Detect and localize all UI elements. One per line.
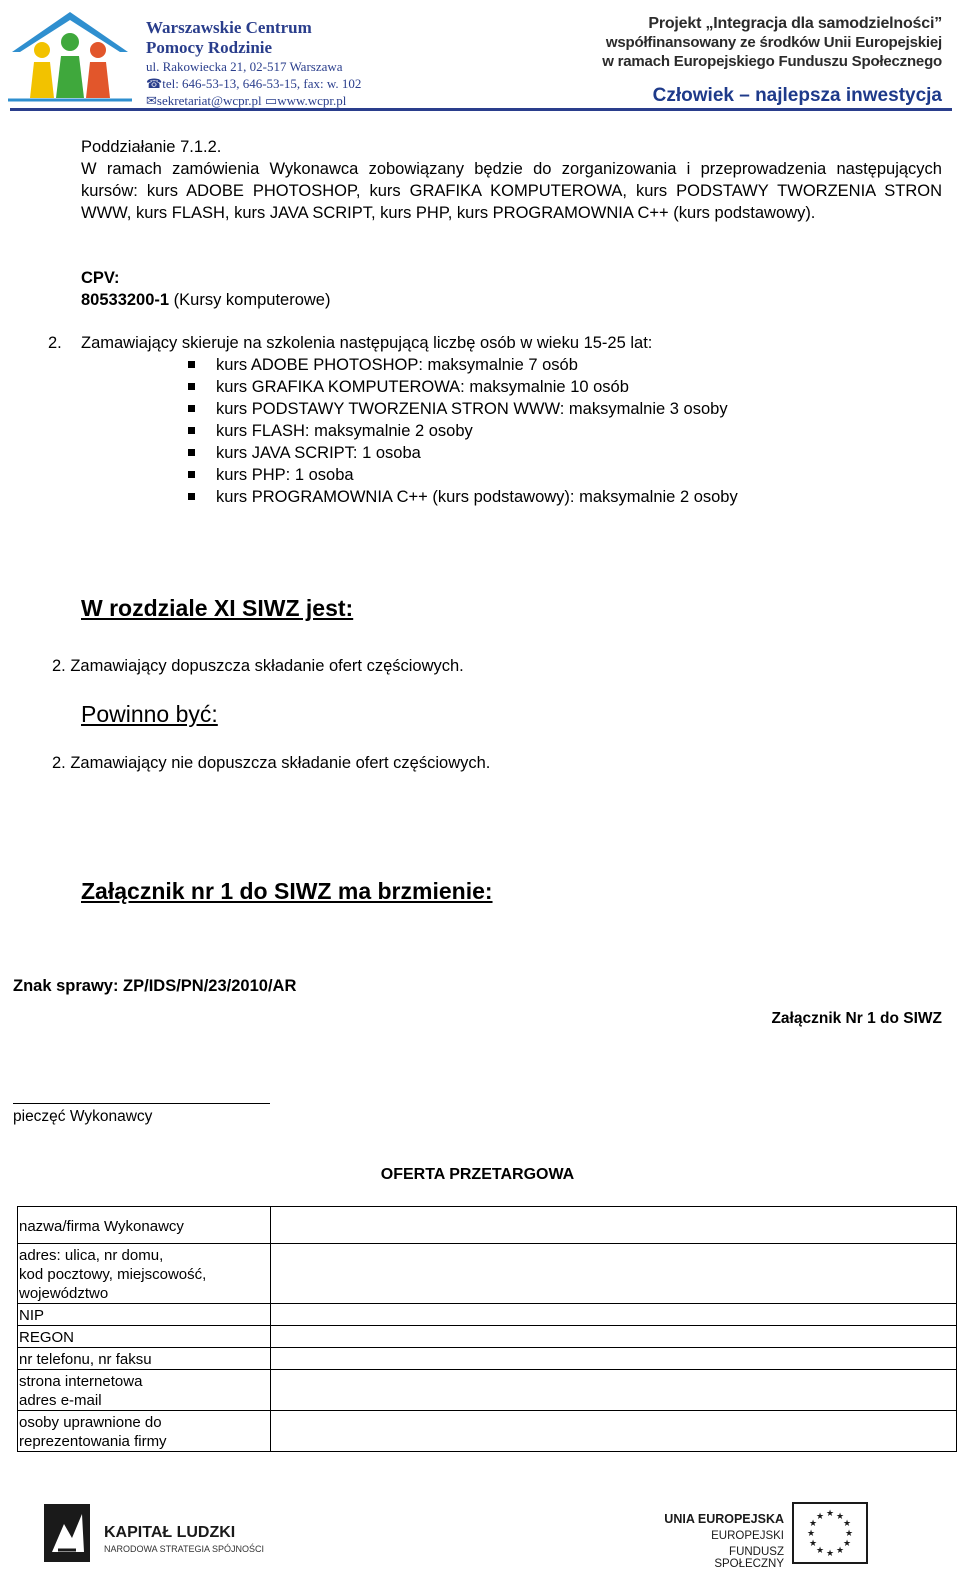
table-cell-label: nazwa/firma Wykonawcy bbox=[18, 1207, 271, 1244]
table-cell-label: strona internetowa adres e-mail bbox=[18, 1370, 271, 1411]
eu-line1: UNIA EUROPEJSKA bbox=[664, 1512, 784, 1526]
offer-title: OFERTA PRZETARGOWA bbox=[380, 1166, 575, 1183]
cpv-row bbox=[81, 289, 330, 311]
page-header bbox=[0, 0, 960, 112]
kapital-ludzki-title: KAPITAŁ LUDZKI bbox=[104, 1524, 236, 1541]
project-line2: współfinansowany ze środków Unii Europejskiej bbox=[605, 34, 942, 51]
table-cell-value[interactable] bbox=[271, 1304, 957, 1326]
svg-text:★: ★ bbox=[844, 1529, 854, 1539]
svg-text:★: ★ bbox=[808, 1539, 818, 1549]
contractor-data-table bbox=[17, 1206, 957, 1452]
list-item: kurs PHP: 1 osoba bbox=[188, 464, 738, 486]
table-row bbox=[18, 1304, 957, 1326]
org-email[interactable]: sekretariat@wcpr.pl bbox=[156, 93, 262, 108]
heading-annex: Załącznik nr 1 do SIWZ ma brzmienie: bbox=[81, 878, 493, 904]
table-row bbox=[18, 1411, 957, 1452]
table-cell-value[interactable] bbox=[271, 1207, 957, 1244]
case-number: Znak sprawy: ZP/IDS/PN/23/2010/AR bbox=[13, 977, 297, 995]
svg-text:★: ★ bbox=[815, 1546, 825, 1556]
eu-efs-logo bbox=[660, 1500, 950, 1570]
point2-number: 2. bbox=[48, 334, 62, 352]
org-contact-row bbox=[146, 92, 361, 109]
slogan: Człowiek – najlepsza inwestycja bbox=[652, 85, 942, 106]
stamp-line bbox=[13, 1103, 270, 1104]
org-phone-row bbox=[146, 75, 361, 92]
table-row bbox=[18, 1326, 957, 1348]
cpv-label: CPV: bbox=[81, 269, 120, 287]
table-cell-label: NIP bbox=[18, 1304, 271, 1326]
heading-is: W rozdziale XI SIWZ jest: bbox=[81, 595, 354, 621]
bullet-square-icon bbox=[188, 405, 195, 412]
project-line3: w ramach Europejskiego Funduszu Społecznego bbox=[602, 53, 942, 70]
course-list bbox=[188, 354, 738, 508]
org-name-line1: Warszawskie Centrum bbox=[146, 18, 312, 37]
list-item: kurs ADOBE PHOTOSHOP: maksymalnie 7 osób bbox=[188, 354, 738, 376]
bullet-square-icon bbox=[188, 449, 195, 456]
bullet-square-icon bbox=[188, 427, 195, 434]
svg-text:★: ★ bbox=[835, 1546, 845, 1556]
table-cell-value[interactable] bbox=[271, 1244, 957, 1304]
annex-label: Załącznik Nr 1 do SIWZ bbox=[771, 1010, 942, 1027]
header-divider bbox=[10, 108, 952, 111]
bullet-square-icon bbox=[188, 383, 195, 390]
table-row bbox=[18, 1244, 957, 1304]
is-text: 2. Zamawiający dopuszcza składanie ofert częściowych. bbox=[52, 657, 464, 675]
svg-text:★: ★ bbox=[806, 1529, 816, 1539]
table-cell-label: osoby uprawnione do reprezentowania firmy bbox=[18, 1411, 271, 1452]
org-address: ul. Rakowiecka 21, 02-517 Warszawa bbox=[146, 59, 343, 74]
svg-text:★: ★ bbox=[808, 1519, 818, 1529]
table-cell-value[interactable] bbox=[271, 1348, 957, 1370]
list-item: kurs JAVA SCRIPT: 1 osoba bbox=[188, 442, 738, 464]
org-name-line2: Pomocy Rodzinie bbox=[146, 38, 273, 57]
org-web[interactable]: www.wcpr.pl bbox=[277, 93, 347, 108]
table-cell-value[interactable] bbox=[271, 1326, 957, 1348]
wcpr-logo-icon bbox=[8, 6, 132, 102]
point2-text: Zamawiający skieruje na szkolenia następującą liczbę osób w wieku 15-25 lat: bbox=[81, 334, 653, 352]
table-cell-value[interactable] bbox=[271, 1411, 957, 1452]
subaction-label: Poddziałanie 7.1.2. bbox=[81, 138, 222, 156]
computer-icon: ▭ bbox=[264, 93, 278, 108]
list-item: kurs FLASH: maksymalnie 2 osoby bbox=[188, 420, 738, 442]
bullet-square-icon bbox=[188, 361, 195, 368]
phone-icon: ☎ bbox=[146, 76, 163, 91]
svg-text:★: ★ bbox=[825, 1549, 835, 1559]
svg-text:★: ★ bbox=[815, 1512, 825, 1522]
email-icon: ✉ bbox=[146, 93, 157, 108]
bullet-square-icon bbox=[188, 471, 195, 478]
kapital-ludzki-emblem-icon bbox=[42, 1502, 92, 1564]
svg-text:★: ★ bbox=[842, 1539, 852, 1549]
table-row bbox=[18, 1207, 957, 1244]
org-phone: tel: 646-53-13, 646-53-15, fax: w. 102 bbox=[162, 76, 362, 91]
paragraph-intro: W ramach zamówienia Wykonawca zobowiązany będzie do zorganizowania i przeprowadzenia następujących kursów: kurs ADOBE PHOTOSHOP, kurs GRAFIKA KOMPUTEROWA, kurs PODSTAWY TWORZENIA STRON WWW, kurs FLASH, kurs JAVA SCRIPT, kurs PHP, kurs PROGRAMOWNIA C++ (kurs podstawowy). bbox=[81, 160, 942, 222]
heading-should-be: Powinno być: bbox=[81, 701, 218, 727]
cpv-code: 80533200-1 bbox=[81, 291, 170, 309]
eu-line2: EUROPEJSKI bbox=[711, 1530, 784, 1542]
list-item: kurs PROGRAMOWNIA C++ (kurs podstawowy): maksymalnie 2 osoby bbox=[188, 486, 738, 508]
list-item: kurs GRAFIKA KOMPUTEROWA: maksymalnie 10 osób bbox=[188, 376, 738, 398]
organization-info bbox=[146, 18, 361, 109]
table-row bbox=[18, 1370, 957, 1411]
table-cell-value[interactable] bbox=[271, 1370, 957, 1411]
table-cell-label: adres: ulica, nr domu, kod pocztowy, miejscowość, województwo bbox=[18, 1244, 271, 1304]
kapital-ludzki-subtitle: NARODOWA STRATEGIA SPÓJNOŚCI bbox=[104, 1544, 265, 1554]
svg-text:★: ★ bbox=[842, 1519, 852, 1529]
eu-flag-icon bbox=[792, 1502, 868, 1564]
bullet-square-icon bbox=[188, 493, 195, 500]
svg-text:★: ★ bbox=[825, 1509, 835, 1519]
table-cell-label: REGON bbox=[18, 1326, 271, 1348]
project-info bbox=[602, 14, 942, 107]
should-text: 2. Zamawiający nie dopuszcza składanie ofert częściowych. bbox=[52, 754, 491, 772]
kapital-ludzki-logo bbox=[42, 1500, 272, 1566]
project-line1: Projekt „Integracja dla samodzielności” bbox=[648, 15, 942, 32]
svg-text:★: ★ bbox=[835, 1512, 845, 1522]
stamp-label: pieczęć Wykonawcy bbox=[13, 1108, 153, 1125]
cpv-desc: (Kursy komputerowe) bbox=[169, 291, 331, 309]
table-row bbox=[18, 1348, 957, 1370]
table-cell-label: nr telefonu, nr faksu bbox=[18, 1348, 271, 1370]
list-item: kurs PODSTAWY TWORZENIA STRON WWW: maksymalnie 3 osoby bbox=[188, 398, 738, 420]
eu-line3: FUNDUSZ SPOŁECZNY bbox=[714, 1546, 784, 1570]
